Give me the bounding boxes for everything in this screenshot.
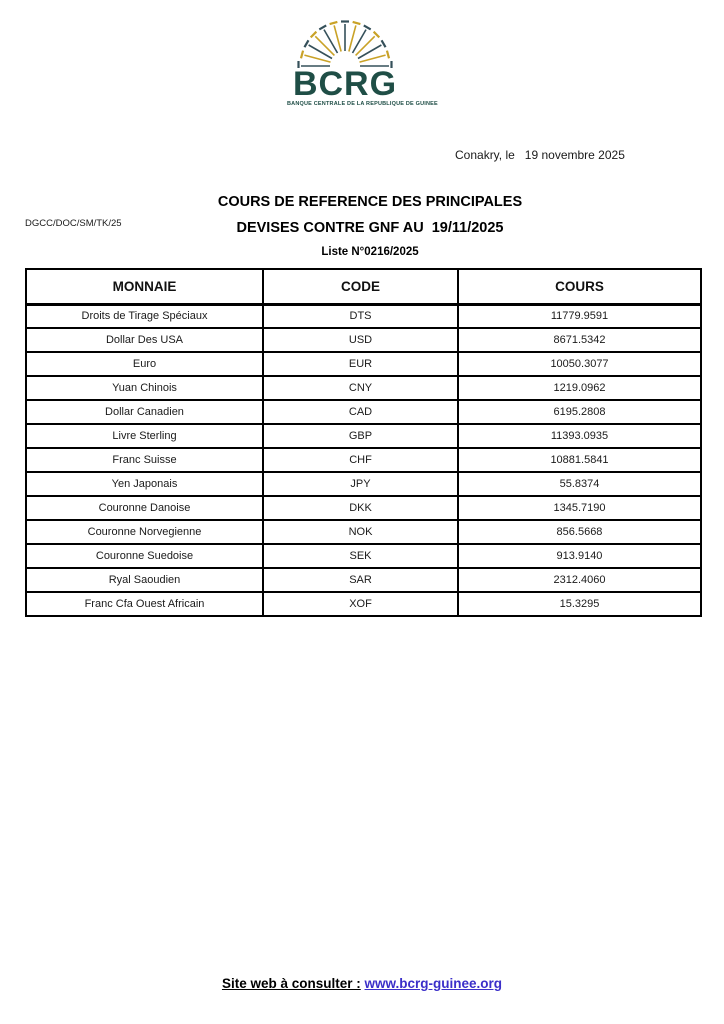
column-header-code: CODE xyxy=(263,269,458,304)
currency-rate-cell: 11779.9591 xyxy=(458,304,701,328)
currency-code-cell: DKK xyxy=(263,496,458,520)
column-header-monnaie: MONNAIE xyxy=(26,269,263,304)
currency-name-cell: Franc Suisse xyxy=(26,448,263,472)
currency-name-cell: Dollar Canadien xyxy=(26,400,263,424)
table-row xyxy=(26,496,701,520)
website-link[interactable]: www.bcrg-guinee.org xyxy=(364,976,503,991)
currency-code-cell: CHF xyxy=(263,448,458,472)
currency-rate-cell: 913.9140 xyxy=(458,544,701,568)
currency-code-cell: CNY xyxy=(263,376,458,400)
currency-code-cell: EUR xyxy=(263,352,458,376)
table-row xyxy=(26,544,701,568)
rates-table-body xyxy=(26,304,701,616)
document-title-line1: COURS DE REFERENCE DES PRINCIPALES xyxy=(217,194,523,210)
currency-code-cell: CAD xyxy=(263,400,458,424)
currency-name-cell: Franc Cfa Ouest Africain xyxy=(26,592,263,616)
currency-rate-cell: 10881.5841 xyxy=(458,448,701,472)
currency-name-cell: Droits de Tirage Spéciaux xyxy=(26,304,263,328)
currency-rate-cell: 15.3295 xyxy=(458,592,701,616)
currency-name-cell: Couronne Danoise xyxy=(26,496,263,520)
currency-rate-cell: 1345.7190 xyxy=(458,496,701,520)
table-row xyxy=(26,448,701,472)
currency-rate-cell: 2312.4060 xyxy=(458,568,701,592)
document-title-line2: DEVISES CONTRE GNF AU 19/11/2025 xyxy=(236,220,504,236)
bcrg-logo-tagline: BANQUE CENTRALE DE LA REPUBLIQUE DE GUINEE xyxy=(287,101,438,107)
currency-code-cell: GBP xyxy=(263,424,458,448)
currency-name-cell: Ryal Saoudien xyxy=(26,568,263,592)
currency-code-cell: JPY xyxy=(263,472,458,496)
currency-code-cell: NOK xyxy=(263,520,458,544)
table-row xyxy=(26,376,701,400)
currency-rate-cell: 8671.5342 xyxy=(458,328,701,352)
currency-code-cell: USD xyxy=(263,328,458,352)
table-row xyxy=(26,568,701,592)
currency-rate-cell: 1219.0962 xyxy=(458,376,701,400)
currency-rate-cell: 10050.3077 xyxy=(458,352,701,376)
currency-rate-cell: 55.8374 xyxy=(458,472,701,496)
currency-code-cell: SEK xyxy=(263,544,458,568)
currency-rate-cell: 11393.0935 xyxy=(458,424,701,448)
footer xyxy=(0,976,724,991)
reference-code: DGCC/DOC/SM/TK/25 xyxy=(25,218,122,229)
list-number: Liste N°0216/2025 xyxy=(321,246,419,258)
website-label: Site web à consulter : xyxy=(221,976,361,991)
table-row xyxy=(26,592,701,616)
exchange-rates-table xyxy=(25,268,702,617)
table-header-row xyxy=(26,269,701,304)
table-row xyxy=(26,400,701,424)
currency-name-cell: Couronne Norvegienne xyxy=(26,520,263,544)
table-row xyxy=(26,424,701,448)
currency-name-cell: Euro xyxy=(26,352,263,376)
table-row xyxy=(26,328,701,352)
currency-code-cell: SAR xyxy=(263,568,458,592)
date-line: Conakry, le 19 novembre 2025 xyxy=(455,148,625,162)
currency-code-cell: XOF xyxy=(263,592,458,616)
bcrg-logo-name: BCRG xyxy=(292,65,398,103)
currency-name-cell: Dollar Des USA xyxy=(26,328,263,352)
bcrg-rays-icon xyxy=(287,14,403,68)
currency-code-cell: DTS xyxy=(263,304,458,328)
column-header-cours: COURS xyxy=(458,269,701,304)
currency-name-cell: Livre Sterling xyxy=(26,424,263,448)
table-row xyxy=(26,304,701,328)
table-row xyxy=(26,520,701,544)
currency-rate-cell: 856.5668 xyxy=(458,520,701,544)
table-row xyxy=(26,352,701,376)
currency-rate-cell: 6195.2808 xyxy=(458,400,701,424)
currency-name-cell: Yuan Chinois xyxy=(26,376,263,400)
bcrg-logo xyxy=(287,14,438,107)
currency-name-cell: Couronne Suedoise xyxy=(26,544,263,568)
currency-name-cell: Yen Japonais xyxy=(26,472,263,496)
table-row xyxy=(26,472,701,496)
